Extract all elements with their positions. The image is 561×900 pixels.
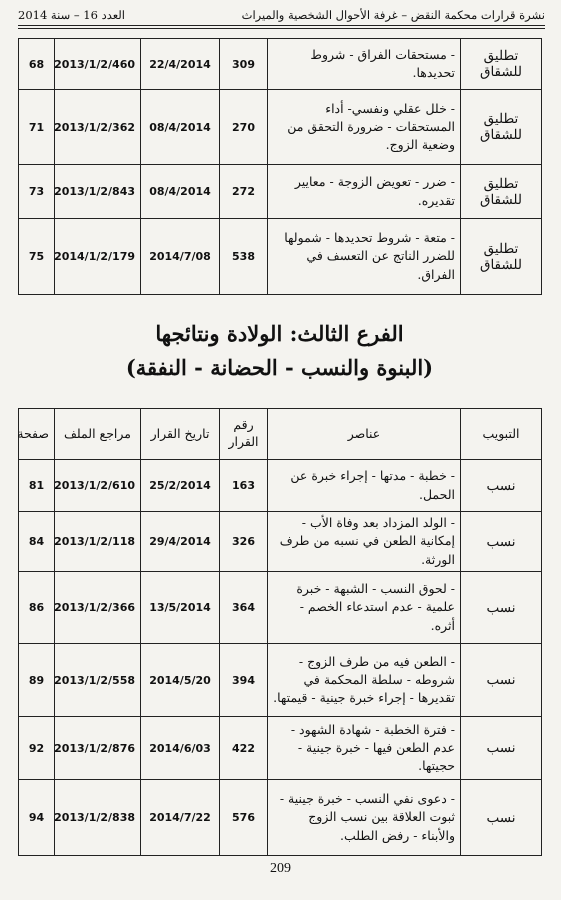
elements-cell: - الطعن فيه من طرف الزوج - شروطه - سلطة المحكمة في تقديرها - إجراء خبرة جينية - قيمتها. — [268, 644, 461, 717]
header-issue: العدد 16 – سنة 2014 — [18, 7, 125, 22]
table-row — [19, 572, 542, 644]
category-cell: نسب — [461, 717, 542, 780]
file-ref-cell: 2013/1/2/876 — [55, 717, 141, 780]
header-file-ref: مراجع الملف — [55, 409, 141, 460]
category-cell: تطليق للشقاق — [461, 90, 542, 165]
table-row — [19, 165, 542, 219]
file-ref-cell: 2013/1/2/558 — [55, 644, 141, 717]
category-cell: نسب — [461, 460, 542, 512]
table-row — [19, 219, 542, 295]
file-ref-cell: 2013/1/2/118 — [55, 512, 141, 572]
rulings-table-lineage — [18, 408, 542, 856]
page-cell: 68 — [19, 39, 55, 90]
decision-date-cell: 2014/5/20 — [141, 644, 220, 717]
elements-cell: - خلل عقلي ونفسي- أداء المستحقات - ضرورة التحقق من وضعية الزوج. — [268, 90, 461, 165]
decision-number-cell: 576 — [220, 780, 268, 856]
decision-number-cell: 394 — [220, 644, 268, 717]
decision-number-cell: 326 — [220, 512, 268, 572]
running-header — [18, 4, 545, 26]
page-cell: 89 — [19, 644, 55, 717]
decision-date-cell: 29/4/2014 — [141, 512, 220, 572]
page-cell: 94 — [19, 780, 55, 856]
header-elements: عناصر — [268, 409, 461, 460]
file-ref-cell: 2013/1/2/366 — [55, 572, 141, 644]
table-row — [19, 39, 542, 90]
elements-cell: - الولد المزداد بعد وفاة الأب - إمكانية الطعن في نسبه من طرف الورثة. — [268, 512, 461, 572]
header-decision-date: تاريخ القرار — [141, 409, 220, 460]
decision-number-cell: 364 — [220, 572, 268, 644]
table-row — [19, 512, 542, 572]
elements-cell: - فترة الخطبة - شهادة الشهود - عدم الطعن فيها - خبرة جينية - حجيتها. — [268, 717, 461, 780]
section-subtitle: (البنوة والنسب - الحضانة - النفقة) — [125, 355, 434, 380]
page-number: 209 — [270, 861, 291, 876]
category-cell: نسب — [461, 644, 542, 717]
elements-cell: - مستحقات الفراق - شروط تحديدها. — [268, 39, 461, 90]
decision-date-cell: 08/4/2014 — [141, 165, 220, 219]
decision-number-cell: 422 — [220, 717, 268, 780]
decision-date-cell: 2014/7/08 — [141, 219, 220, 295]
header-decision-number: رقم القرار — [220, 409, 268, 460]
elements-cell: - ضرر - تعويض الزوجة - معايير تقديره. — [268, 165, 461, 219]
page-cell: 84 — [19, 512, 55, 572]
page-cell: 75 — [19, 219, 55, 295]
elements-cell: - دعوى نفي النسب - خبرة جينية - ثبوت العلاقة بين نسب الزوج والأبناء - رفض الطلب. — [268, 780, 461, 856]
decision-date-cell: 08/4/2014 — [141, 90, 220, 165]
elements-cell: - خطبة - مدتها - إجراء خبرة عن الحمل. — [268, 460, 461, 512]
header-category: التبويب — [461, 409, 542, 460]
decision-number-cell: 163 — [220, 460, 268, 512]
table-row — [19, 460, 542, 512]
decision-date-cell: 22/4/2014 — [141, 39, 220, 90]
page-cell: 71 — [19, 90, 55, 165]
decision-date-cell: 2014/7/22 — [141, 780, 220, 856]
file-ref-cell: 2013/1/2/838 — [55, 780, 141, 856]
decision-number-cell: 272 — [220, 165, 268, 219]
category-cell: نسب — [461, 780, 542, 856]
section-title: الفرع الثالث: الولادة ونتائجها — [155, 321, 404, 346]
category-cell: تطليق للشقاق — [461, 39, 542, 90]
decision-number-cell: 538 — [220, 219, 268, 295]
table-row — [19, 780, 542, 856]
page-cell: 73 — [19, 165, 55, 219]
decision-number-cell: 309 — [220, 39, 268, 90]
table-header-row — [19, 409, 542, 460]
category-cell: نسب — [461, 572, 542, 644]
file-ref-cell: 2013/1/2/362 — [55, 90, 141, 165]
page-cell: 81 — [19, 460, 55, 512]
decision-date-cell: 2014/6/03 — [141, 717, 220, 780]
file-ref-cell: 2013/1/2/610 — [55, 460, 141, 512]
elements-cell: - لحوق النسب - الشبهة - خبرة علمية - عدم استدعاء الخصم - أثره. — [268, 572, 461, 644]
header-publication-title: نشرة قرارات محكمة النقض – غرفة الأحوال الشخصية والميراث — [241, 7, 545, 22]
decision-number-cell: 270 — [220, 90, 268, 165]
table-row — [19, 644, 542, 717]
table-row — [19, 717, 542, 780]
decision-date-cell: 25/2/2014 — [141, 460, 220, 512]
header-page: صفحة — [19, 409, 55, 460]
category-cell: تطليق للشقاق — [461, 219, 542, 295]
file-ref-cell: 2014/1/2/179 — [55, 219, 141, 295]
decision-date-cell: 13/5/2014 — [141, 572, 220, 644]
rulings-table-divorce — [18, 38, 542, 295]
file-ref-cell: 2013/1/2/460 — [55, 39, 141, 90]
category-cell: نسب — [461, 512, 542, 572]
page-cell: 86 — [19, 572, 55, 644]
elements-cell: - متعة - شروط تحديدها - شمولها للضرر الناتج عن التعسف في الفراق. — [268, 219, 461, 295]
header-double-rule — [18, 28, 545, 29]
category-cell: تطليق للشقاق — [461, 165, 542, 219]
page-cell: 92 — [19, 717, 55, 780]
file-ref-cell: 2013/1/2/843 — [55, 165, 141, 219]
table-row — [19, 90, 542, 165]
